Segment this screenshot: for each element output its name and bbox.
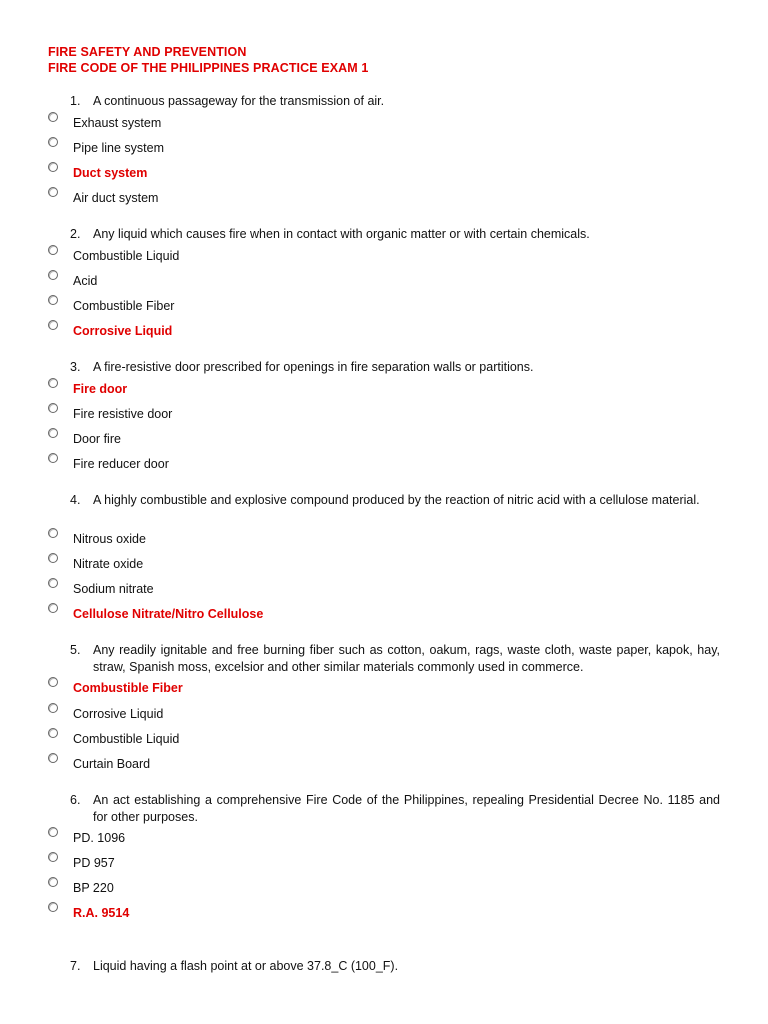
radio-button[interactable] (48, 187, 58, 197)
correct-option-label: Corrosive Liquid (73, 324, 173, 338)
q1-option-2[interactable] (48, 137, 448, 157)
radio-button[interactable] (48, 378, 58, 388)
question-number: 5. (70, 643, 81, 657)
radio-button[interactable] (48, 753, 58, 763)
option-label: Door fire (73, 432, 121, 446)
q5-option-2[interactable] (48, 703, 448, 723)
question-number: 7. (70, 959, 81, 973)
radio-button[interactable] (48, 827, 58, 837)
q5-option-3[interactable] (48, 728, 448, 748)
question-number: 4. (70, 493, 81, 507)
question-4 (70, 492, 720, 509)
question-text: A continuous passageway for the transmission of air. (93, 94, 385, 108)
question-text: A highly combustible and explosive compound produced by the reaction of nitric acid with a cellulose material. (93, 493, 700, 507)
q6-option-3[interactable] (48, 877, 448, 897)
q4-option-3[interactable] (48, 578, 448, 598)
option-label: Acid (73, 274, 98, 288)
q2-option-2[interactable] (48, 270, 448, 290)
q3-option-1[interactable] (48, 378, 448, 398)
q1-option-4[interactable] (48, 187, 448, 207)
radio-button[interactable] (48, 728, 58, 738)
option-label: Exhaust system (73, 116, 162, 130)
question-number: 1. (70, 94, 81, 108)
question-text: Liquid having a flash point at or above 37.8_C (100_F). (93, 959, 399, 973)
question-number: 6. (70, 793, 81, 807)
radio-button[interactable] (48, 270, 58, 280)
radio-button[interactable] (48, 295, 58, 305)
radio-button[interactable] (48, 245, 58, 255)
q2-option-4[interactable] (48, 320, 448, 340)
q3-option-2[interactable] (48, 403, 448, 423)
correct-option-label: Cellulose Nitrate/Nitro Cellulose (73, 607, 264, 621)
option-label: Fire resistive door (73, 407, 173, 421)
q4-option-2[interactable] (48, 553, 448, 573)
q4-option-1[interactable] (48, 528, 448, 548)
radio-button[interactable] (48, 902, 58, 912)
option-label: Combustible Liquid (73, 249, 180, 263)
option-label: Combustible Fiber (73, 299, 175, 313)
correct-option-label: Fire door (73, 382, 128, 396)
option-label: Sodium nitrate (73, 582, 154, 596)
radio-button[interactable] (48, 528, 58, 538)
option-label: Fire reducer door (73, 457, 169, 471)
q6-option-4[interactable] (48, 902, 448, 922)
question-1 (70, 93, 720, 110)
option-label: PD 957 (73, 856, 115, 870)
question-text: An act establishing a comprehensive Fire Code of the Philippines, repealing Presidential Decree No. 1185 and for other purposes. (93, 793, 720, 824)
q2-option-3[interactable] (48, 295, 448, 315)
q1-option-1[interactable] (48, 112, 448, 132)
question-text: Any readily ignitable and free burning fiber such as cotton, oakum, rags, waste cloth, waste paper, kapok, hay, straw, Spanish moss, excelsior and other similar materials commonly used in commerce. (93, 643, 720, 674)
q6-option-2[interactable] (48, 852, 448, 872)
correct-option-label: Duct system (73, 166, 148, 180)
question-7 (70, 958, 720, 975)
q3-option-4[interactable] (48, 453, 448, 473)
q6-option-1[interactable] (48, 827, 448, 847)
radio-button[interactable] (48, 453, 58, 463)
option-label: Air duct system (73, 191, 159, 205)
radio-button[interactable] (48, 703, 58, 713)
q3-option-3[interactable] (48, 428, 448, 448)
option-label: Nitrate oxide (73, 557, 144, 571)
correct-option-label: R.A. 9514 (73, 906, 130, 920)
correct-option-label: Combustible Fiber (73, 681, 183, 695)
option-label: Nitrous oxide (73, 532, 146, 546)
radio-button[interactable] (48, 553, 58, 563)
option-label: BP 220 (73, 881, 114, 895)
radio-button[interactable] (48, 428, 58, 438)
radio-button[interactable] (48, 578, 58, 588)
radio-button[interactable] (48, 112, 58, 122)
q5-option-4[interactable] (48, 753, 448, 773)
question-number: 3. (70, 360, 81, 374)
option-label: Curtain Board (73, 757, 151, 771)
header-title: FIRE SAFETY AND PREVENTION (48, 45, 247, 59)
radio-button[interactable] (48, 877, 58, 887)
q2-option-1[interactable] (48, 245, 448, 265)
radio-button[interactable] (48, 677, 58, 687)
radio-button[interactable] (48, 137, 58, 147)
radio-button[interactable] (48, 403, 58, 413)
radio-button[interactable] (48, 320, 58, 330)
q4-option-4[interactable] (48, 603, 448, 623)
header-subtitle: FIRE CODE OF THE PHILIPPINES PRACTICE EXAM 1 (48, 61, 369, 75)
question-text: A fire-resistive door prescribed for openings in fire separation walls or partitions. (93, 360, 534, 374)
option-label: PD. 1096 (73, 831, 126, 845)
exam-header (48, 44, 368, 76)
option-label: Corrosive Liquid (73, 707, 164, 721)
radio-button[interactable] (48, 162, 58, 172)
radio-button[interactable] (48, 852, 58, 862)
question-text: Any liquid which causes fire when in contact with organic matter or with certain chemicals. (93, 227, 590, 241)
question-3 (70, 359, 720, 376)
option-label: Pipe line system (73, 141, 165, 155)
question-number: 2. (70, 227, 81, 241)
question-5 (70, 642, 720, 676)
question-2 (70, 226, 720, 243)
option-label: Combustible Liquid (73, 732, 180, 746)
q5-option-1[interactable] (48, 677, 448, 697)
question-6 (70, 792, 720, 826)
q1-option-3[interactable] (48, 162, 448, 182)
radio-button[interactable] (48, 603, 58, 613)
